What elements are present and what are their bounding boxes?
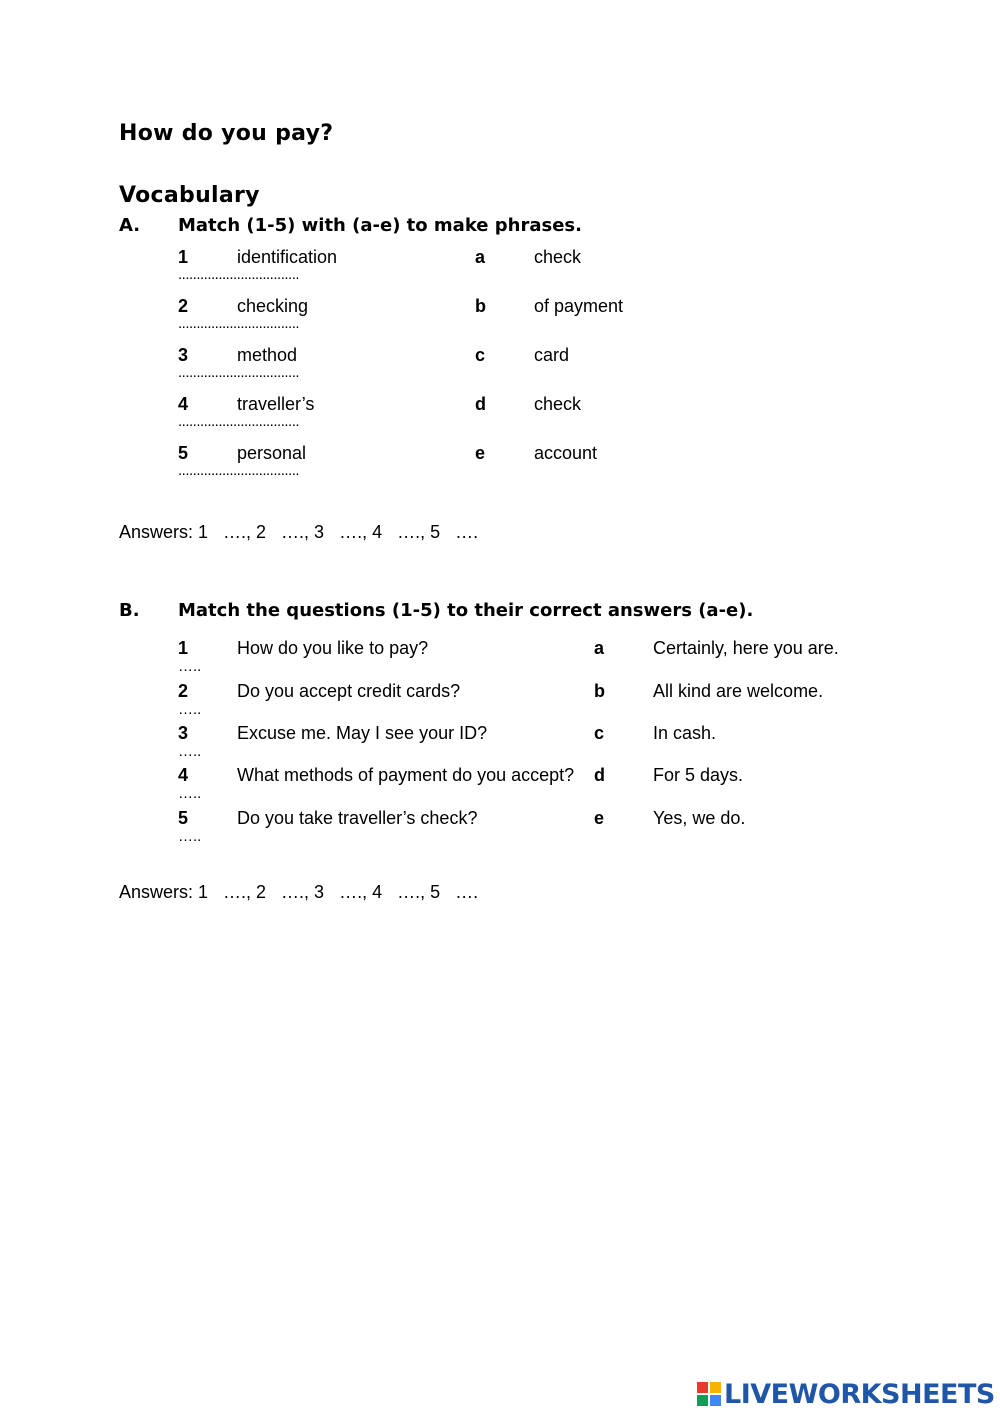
item-answer: All kind are welcome. (653, 681, 824, 701)
answer-blank[interactable]: ................................. (178, 413, 300, 430)
item-phrase: traveller’s (237, 394, 315, 414)
item-number: 2 (178, 296, 189, 316)
item-answer: For 5 days. (653, 765, 744, 785)
item-letter: c (475, 345, 486, 365)
item-number: 4 (178, 394, 189, 414)
item-letter: a (594, 638, 605, 658)
item-question: How do you like to pay? (237, 638, 429, 658)
answer-blank[interactable]: ….. (178, 658, 202, 675)
answer-blank[interactable]: ….. (178, 743, 202, 760)
section-a-row (0, 443, 1000, 491)
vocabulary-heading: Vocabulary (119, 183, 260, 208)
answer-blank[interactable]: ................................. (178, 315, 300, 332)
page-title: How do you pay? (119, 121, 334, 146)
item-match: check (534, 394, 582, 414)
item-question: What methods of payment do you accept? (237, 765, 575, 785)
section-b-instruction: Match the questions (1-5) to their correct answers (a-e). (178, 600, 754, 621)
item-phrase: checking (237, 296, 309, 316)
section-b-answers[interactable]: Answers: 1 …., 2 …., 3 …., 4 …., 5 …. (119, 882, 479, 902)
item-phrase: method (237, 345, 298, 365)
liveworksheets-brand (697, 1377, 995, 1411)
item-number: 2 (178, 681, 189, 701)
answer-blank[interactable]: ….. (178, 828, 202, 845)
item-number: 5 (178, 443, 189, 463)
item-number: 1 (178, 638, 189, 658)
section-a-row (0, 296, 1000, 344)
item-phrase: identification (237, 247, 338, 267)
item-letter: b (475, 296, 486, 316)
section-b-row (0, 808, 1000, 851)
section-b-row (0, 723, 1000, 766)
item-letter: d (475, 394, 486, 414)
item-number: 5 (178, 808, 189, 828)
item-match: account (534, 443, 598, 463)
item-letter: d (594, 765, 605, 785)
answer-blank[interactable]: ….. (178, 785, 202, 802)
section-a-label: A. (119, 215, 141, 236)
item-match: card (534, 345, 570, 365)
answer-blank[interactable]: ................................. (178, 266, 300, 283)
answer-blank[interactable]: ….. (178, 701, 202, 718)
section-a-row (0, 247, 1000, 295)
item-answer: In cash. (653, 723, 717, 743)
answer-blank[interactable]: ................................. (178, 462, 300, 479)
item-letter: e (594, 808, 605, 828)
item-letter: e (475, 443, 486, 463)
section-a-row (0, 394, 1000, 442)
brand-text: LIVEWORKSHEETS (724, 1378, 995, 1410)
item-letter: b (594, 681, 605, 701)
item-letter: a (475, 247, 486, 267)
item-letter: c (594, 723, 605, 743)
item-number: 3 (178, 345, 189, 365)
item-question: Excuse me. May I see your ID? (237, 723, 488, 743)
item-number: 3 (178, 723, 189, 743)
item-answer: Certainly, here you are. (653, 638, 839, 658)
section-b-row (0, 681, 1000, 724)
item-match: of payment (534, 296, 624, 316)
item-answer: Yes, we do. (653, 808, 746, 828)
answer-blank[interactable]: ................................. (178, 364, 300, 381)
section-a-instruction: Match (1-5) with (a-e) to make phrases. (178, 215, 582, 236)
item-number: 4 (178, 765, 189, 785)
item-number: 1 (178, 247, 189, 267)
liveworksheets-logo-icon (697, 1382, 721, 1406)
section-a-answers[interactable]: Answers: 1 …., 2 …., 3 …., 4 …., 5 …. (119, 522, 479, 542)
section-b-label: B. (119, 600, 140, 621)
section-b-row (0, 638, 1000, 681)
item-question: Do you accept credit cards? (237, 681, 461, 701)
item-question: Do you take traveller’s check? (237, 808, 478, 828)
section-a-row (0, 345, 1000, 393)
item-phrase: personal (237, 443, 307, 463)
section-b-row (0, 765, 1000, 808)
item-match: check (534, 247, 582, 267)
